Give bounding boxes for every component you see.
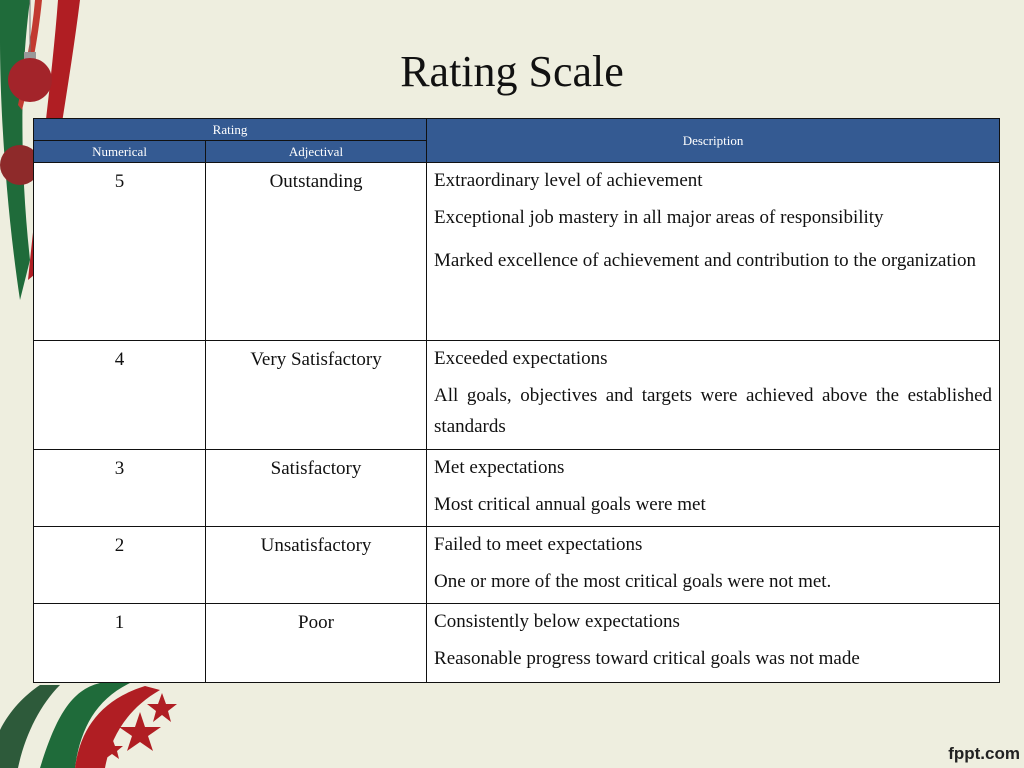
adjectival-cell: Satisfactory bbox=[206, 450, 427, 527]
adjectival-cell: Poor bbox=[206, 604, 427, 683]
header-description: Description bbox=[427, 119, 1000, 163]
adjectival-cell: Unsatisfactory bbox=[206, 527, 427, 604]
table-row bbox=[34, 527, 1000, 604]
table-row bbox=[34, 450, 1000, 527]
fppt-logo: fppt.com bbox=[948, 744, 1020, 763]
table-row bbox=[34, 604, 1000, 683]
table-row bbox=[34, 341, 1000, 450]
description-line: Exceptional job mastery in all major areas of responsibility bbox=[434, 207, 884, 228]
numerical-cell: 5 bbox=[34, 163, 206, 341]
description-cell bbox=[427, 527, 1000, 604]
table-row bbox=[34, 163, 1000, 341]
description-cell bbox=[427, 604, 1000, 683]
description-cell bbox=[427, 163, 1000, 341]
page-title: Rating Scale bbox=[400, 47, 624, 96]
adjectival-cell: Outstanding bbox=[206, 163, 427, 341]
adjectival-cell: Very Satisfactory bbox=[206, 341, 427, 450]
description-line: Reasonable progress toward critical goals was not made bbox=[434, 648, 860, 669]
description-cell bbox=[427, 341, 1000, 450]
description-line: Marked excellence of achievement and contribution to the organization bbox=[434, 250, 977, 271]
description-line: Extraordinary level of achievement bbox=[434, 170, 703, 191]
header-rating: Rating bbox=[34, 119, 427, 141]
description-line: Exceeded expectations bbox=[434, 348, 608, 369]
header-numerical: Numerical bbox=[34, 141, 206, 163]
table-header-row bbox=[34, 119, 1000, 141]
description-cell bbox=[427, 450, 1000, 527]
description-line: Met expectations bbox=[434, 457, 565, 478]
numerical-cell: 1 bbox=[34, 604, 206, 683]
star-icon bbox=[147, 693, 177, 722]
numerical-cell: 3 bbox=[34, 450, 206, 527]
numerical-cell: 4 bbox=[34, 341, 206, 450]
header-adjectival: Adjectival bbox=[206, 141, 427, 163]
description-line: Most critical annual goals were met bbox=[434, 494, 706, 515]
description-line: All goals, objectives and targets were achieved above the established standards bbox=[434, 385, 993, 437]
description-line: Failed to meet expectations bbox=[434, 534, 643, 555]
description-line: Consistently below expectations bbox=[434, 611, 680, 632]
rating-scale-table bbox=[33, 118, 1000, 683]
numerical-cell: 2 bbox=[34, 527, 206, 604]
description-line: One or more of the most critical goals were not met. bbox=[434, 571, 832, 592]
